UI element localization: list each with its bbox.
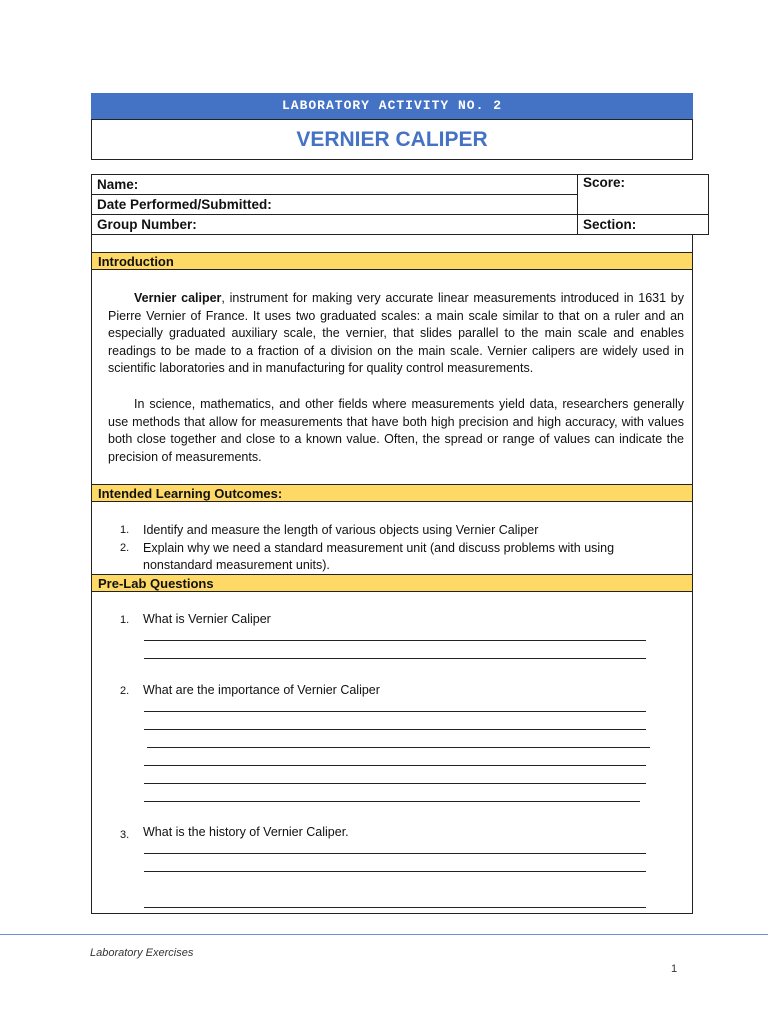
answer-line[interactable] xyxy=(144,853,646,854)
answer-line[interactable] xyxy=(144,640,646,641)
footer-label: Laboratory Exercises xyxy=(90,947,194,959)
question-number: 3. xyxy=(120,829,130,841)
activity-banner: LABORATORY ACTIVITY NO. 2 xyxy=(91,93,693,119)
page-number: 1 xyxy=(671,963,678,975)
list-item-number: 1. xyxy=(120,524,130,536)
answer-line[interactable] xyxy=(147,747,650,748)
list-item-text: Explain why we need a standard measurement unit (and discuss problems with using nonstandard measurement units). xyxy=(143,540,615,572)
term-vernier-caliper: Vernier caliper xyxy=(134,291,222,305)
list-item xyxy=(120,522,680,540)
answer-line[interactable] xyxy=(144,783,646,784)
list-item-text: Identify and measure the length of various objects using Vernier Caliper xyxy=(143,523,539,537)
introduction-paragraph-2-text: In science, mathematics, and other fields where measurements yield data, researchers generally use methods that allow for measurements that have both high precision and high accuracy, with values both close together and close to a known value. Often, the spread or range of values can indicate the precision of measurements. xyxy=(108,397,684,464)
answer-line[interactable] xyxy=(144,871,646,872)
introduction-heading: Introduction xyxy=(92,252,692,270)
answer-line[interactable] xyxy=(144,907,646,908)
introduction-paragraph-2 xyxy=(108,396,684,466)
activity-body xyxy=(91,234,693,914)
answer-line[interactable] xyxy=(144,765,646,766)
list-item xyxy=(120,540,680,575)
answer-line[interactable] xyxy=(144,801,640,802)
question-text: What is the history of Vernier Caliper. xyxy=(143,825,349,839)
learning-outcomes-heading: Intended Learning Outcomes: xyxy=(92,484,692,502)
list-item-number: 2. xyxy=(120,541,130,554)
group-number-field[interactable]: Group Number: xyxy=(92,215,578,235)
name-field[interactable]: Name: xyxy=(92,175,578,195)
question-number: 2. xyxy=(120,685,130,697)
footer-divider xyxy=(0,934,768,935)
question-number: 1. xyxy=(120,614,130,626)
score-field[interactable]: Score: xyxy=(578,175,709,215)
page-title: VERNIER CALIPER xyxy=(91,119,693,160)
question-text: What is Vernier Caliper xyxy=(143,612,271,626)
learning-outcomes-list xyxy=(120,522,680,575)
section-field[interactable]: Section: xyxy=(578,215,709,235)
student-info-table xyxy=(91,174,709,235)
pre-lab-heading: Pre-Lab Questions xyxy=(92,574,692,592)
answer-line[interactable] xyxy=(144,729,646,730)
introduction-paragraph-1-text: , instrument for making very accurate linear measurements introduced in 1631 by Pierre Vernier of France. It uses two graduated scales: a main scale similar to that on a ruler and an especially graduated auxiliary scale, the vernier, that slides parallel to the main scale and enables readings to be made to a fraction of a division on the main scale. Vernier calipers are widely used in scientific laboratories and in manufacturing for quality control measurements. xyxy=(108,291,684,375)
introduction-paragraph-1 xyxy=(108,290,684,378)
date-field[interactable]: Date Performed/Submitted: xyxy=(92,195,578,215)
answer-line[interactable] xyxy=(144,658,646,659)
answer-line[interactable] xyxy=(144,711,646,712)
question-text: What are the importance of Vernier Caliper xyxy=(143,683,380,697)
